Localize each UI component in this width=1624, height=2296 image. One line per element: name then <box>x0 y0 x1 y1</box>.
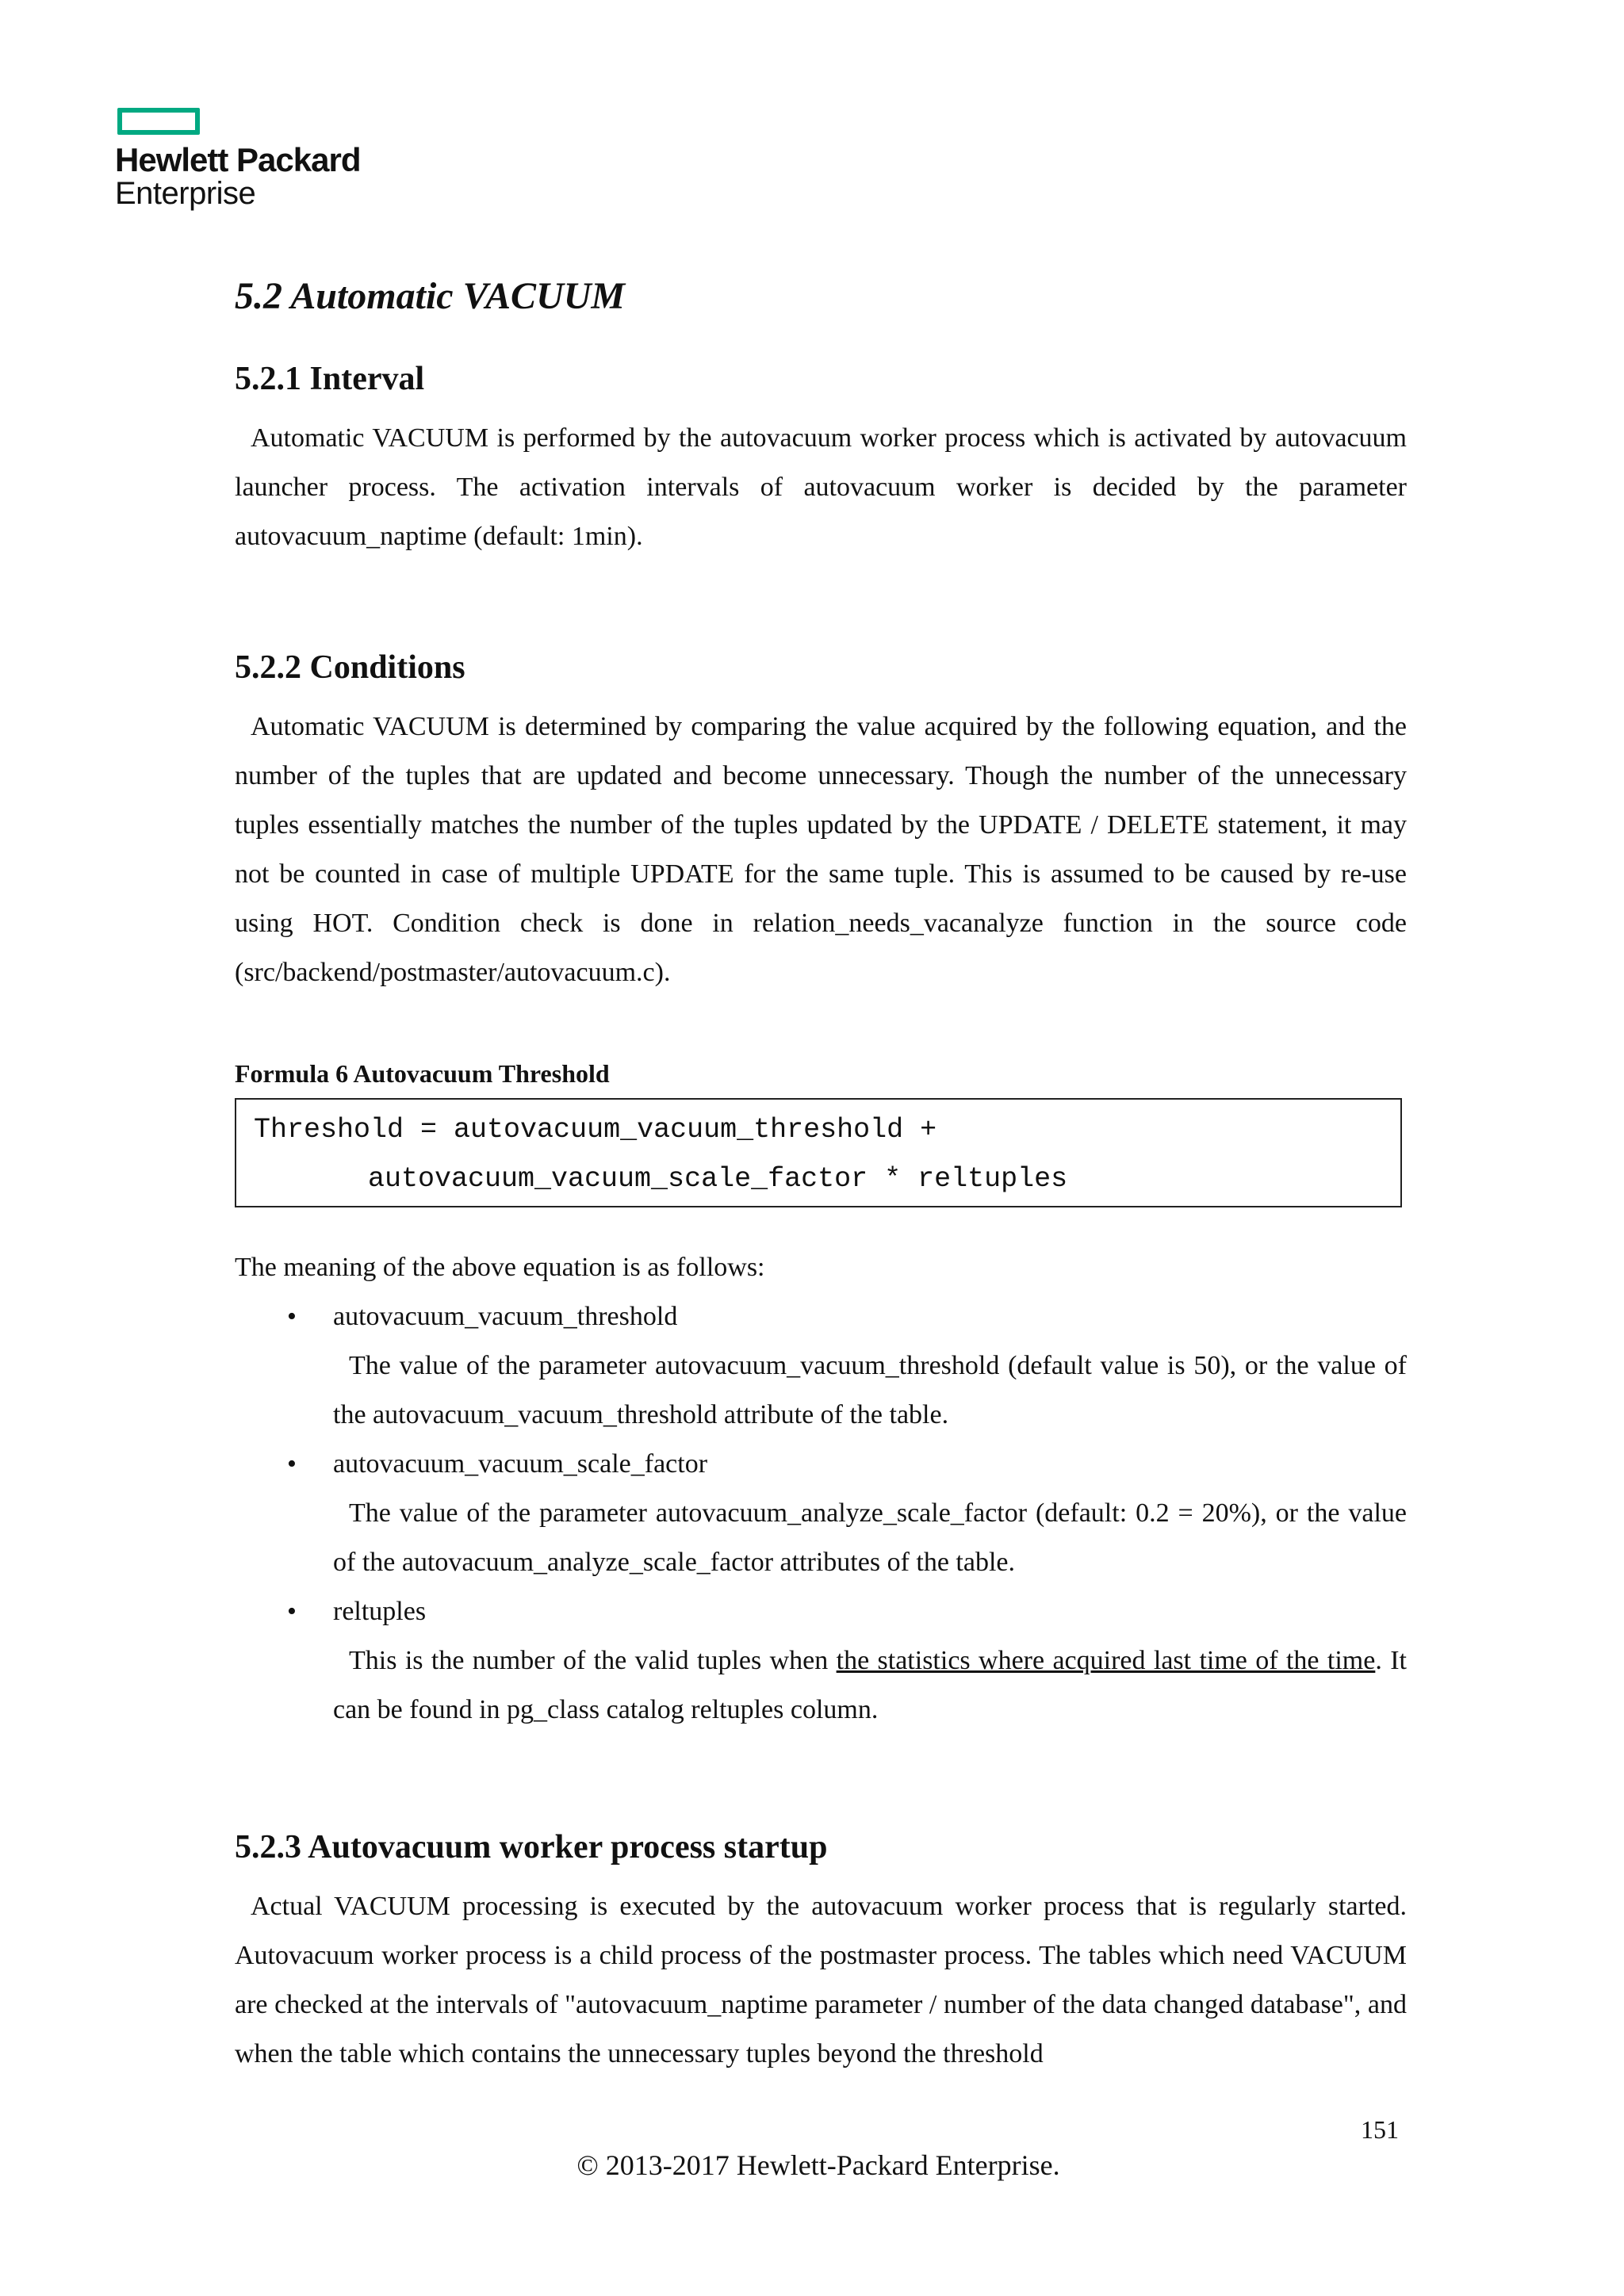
section-title: 5.2 Automatic VACUUM <box>235 275 626 317</box>
formula-line-2: autovacuum_vacuum_scale_factor * reltuples <box>368 1163 1068 1195</box>
startup-heading: 5.2.3 Autovacuum worker process startup <box>235 1829 828 1866</box>
reltuples-desc-underlined: the statistics where acquired last time of the time <box>836 1646 1376 1675</box>
bullet-2: • <box>287 1449 297 1479</box>
reltuples-desc-part1: This is the number of the valid tuples when <box>349 1646 837 1675</box>
formula-box <box>235 1098 1402 1207</box>
hpe-logo-line2: Enterprise <box>115 176 256 211</box>
startup-paragraph: Actual VACUUM processing is executed by the autovacuum worker process that is regularly started. Autovacuum worker process is a child process of the postmaster process. The tables which need VACUUM are checked at the intervals of "autovacuum_naptime parameter / number of the data changed database", and when the table which contains the unnecessary tuples beyond the threshold <box>235 1892 1407 2068</box>
hpe-logo-line1: Hewlett Packard <box>115 141 361 178</box>
bullet-term-threshold: autovacuum_vacuum_threshold <box>333 1302 678 1331</box>
meaning-intro: The meaning of the above equation is as follows: <box>235 1253 765 1282</box>
bullet-3: • <box>287 1597 297 1626</box>
reltuples-desc-part2: . It can be found in pg_class catalog reltuples column. <box>333 1646 1407 1724</box>
bullet-term-scale-factor: autovacuum_vacuum_scale_factor <box>333 1449 708 1479</box>
bullet-1: • <box>287 1302 297 1331</box>
hpe-logo-bar <box>117 108 200 135</box>
conditions-heading: 5.2.2 Conditions <box>235 649 465 686</box>
bullet-term-reltuples: reltuples <box>333 1597 427 1626</box>
bullet-desc-threshold: The value of the parameter autovacuum_vacuum_threshold (default value is 50), or the value of the autovacuum_vacuum_threshold attribute of the table. <box>333 1351 1407 1429</box>
interval-heading: 5.2.1 Interval <box>235 361 425 397</box>
page-number: 151 <box>1361 2115 1399 2144</box>
bullet-desc-reltuples <box>333 1636 1407 1735</box>
copyright: © 2013-2017 Hewlett-Packard Enterprise. <box>576 2149 1060 2181</box>
formula-line-1: Threshold = autovacuum_vacuum_threshold + <box>254 1114 937 1146</box>
bullet-desc-scale-factor: The value of the parameter autovacuum_analyze_scale_factor (default: 0.2 = 20%), or the value of the autovacuum_analyze_scale_factor attributes of the table. <box>333 1498 1407 1577</box>
interval-paragraph: Automatic VACUUM is performed by the autovacuum worker process which is activated by autovacuum launcher process. The activation intervals of autovacuum worker is decided by the parameter autovacuum_naptime (default: 1min). <box>235 423 1407 551</box>
formula-caption: Formula 6 Autovacuum Threshold <box>235 1059 610 1088</box>
conditions-paragraph: Automatic VACUUM is determined by comparing the value acquired by the following equation, and the number of the tuples that are updated and become unnecessary. Though the number of the unnecessary tuples essentially matches the number of the tuples updated by the UPDATE / DELETE statement, it may not be counted in case of multiple UPDATE for the same tuple. This is assumed to be caused by re-use using HOT. Condition check is done in relation_needs_vacanalyze function in the source code (src/backend/postmaster/autovacuum.c). <box>235 712 1407 987</box>
